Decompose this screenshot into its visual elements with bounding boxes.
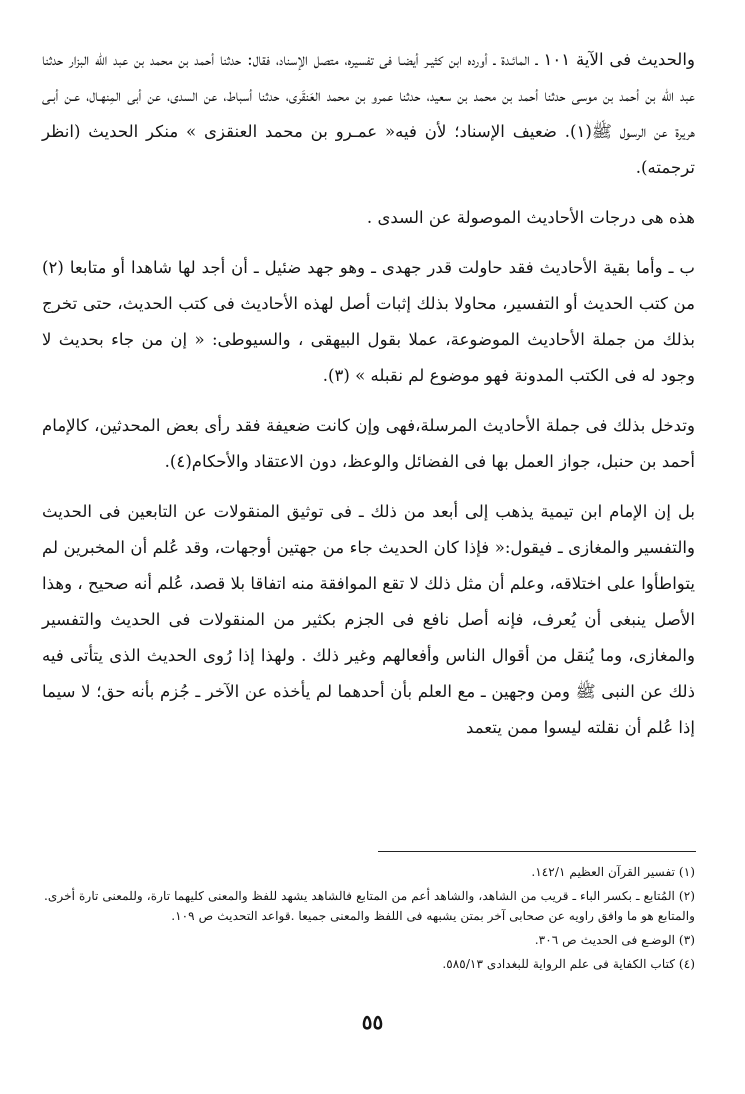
footnote-2: (٢) المُتابع ـ بكسر الباء ـ قريب من الشاهد، والشاهد أعم من المتابع فالشاهد يشهد للفظ والمعنى كليهما تارة، وللمعنى تارة أخرى. والمتابع هو ما وافق راويه عن صحابى آخر بمتن يشبهه فى اللفظ والمعنى جميعا .قواعد التحديث ص ١٠٩.: [44, 889, 695, 923]
footnote-3: (٣) الوضـع فى الحديث ص ٣٠٦.: [534, 933, 695, 947]
footnote-divider: [378, 851, 696, 852]
paragraph-2: هذه هى درجات الأحاديث الموصولة عن السدى .: [366, 208, 695, 227]
paragraph-5: بل إن الإمام ابن تيمية يذهب إلى أبعد من ذلك ـ فى توثيق المنقولات عن التابعين فى الحديث والتفسير والمغازى ـ فيقول:« فإذا كان الحديث جاء من جهتين أوجهات، وقد عُلم أن المخبرين لم يتواطأوا على اختلاقه، وعلم أن مثل ذلك لا تقع الموافقة منه اتفاقا بلا قصد، عُلم أنه صحيح ، وهذا الأصل ينبغى أن يُعرف، فإنه أصل نافع فى الجزم بكثير من المنقولات فى الحديث والتفسير والمغازى، وما يُنقل من أقوال الناس وأفعالهم وغير ذلك . ولهذا إذا رُوى الحديث الذى يتأتى فيه ذلك عن النبى ﷺ ومن وجهين ـ مع العلم بأن أحدهما لم يأخذه عن الآخر ـ جُزم بأنه حق؛ لا سيما إذا عُلم أن نقلته ليسوا ممن يتعمد: [42, 502, 695, 737]
paragraph-1: والحديث فى الآية ١٠١ ـ المائـدة ـ أورده ابن كثيـر أيضـا فى تفسيره، متصل الإسناد، فقال: حدثنا أحمد بن محمد بن عبد الله البزار حدثنا عبد الله بن أحمد بن موسى حدثنا أحمد بن محمد بن سعيد، حدثنا عمرو بن محمد العَنقَرى، حدثنا أسباط، عن السدى، عن أبى المِنهـال، عـن أبـى هريرة عن الرسول ﷺ(١). ضعيف الإسناد؛ لأن فيه« عمـرو بن محمد العنقزى » منكر الحديث (انظر ترجمته).: [42, 50, 695, 177]
paragraph-3: ب ـ وأما بقية الأحاديث فقد حاولت قدر جهدى ـ وهو جهد ضئيل ـ أن أجد لها شاهدا أو متابعا (٢) من كتب الحديث أو التفسير، محاولا بذلك إثبات أصل لهذه الأحاديث فى كتب الحديث، حتى تخرج بذلك من جملة الأحاديث الموضوعة، عملا بقول البيهقى ، والسيوطى: « إن من جاء بحديث لا وجود له فى الكتب المدونة فهو موضوع لم نقبله » (٣).: [42, 258, 695, 385]
footnote-1: (١) تفسير القرآن العظيم ١٤٢/١.: [531, 865, 695, 879]
footnotes: [44, 862, 695, 978]
paragraph-4: وتدخل بذلك فى جملة الأحاديث المرسلة،فهى وإن كانت ضعيفة فقد رأى بعض المحدثين، كالإمام أحمد بن حنبل، جواز العمل بها فى الفضائل والوعظ، دون الاعتقاد والأحكام(٤).: [42, 416, 695, 471]
page-number: ٥٥: [361, 1010, 384, 1034]
main-text: [42, 42, 695, 760]
footnote-4: (٤) كتاب الكفاية فى علم الرواية للبغدادى ٥٨٥/١٣.: [442, 957, 695, 971]
